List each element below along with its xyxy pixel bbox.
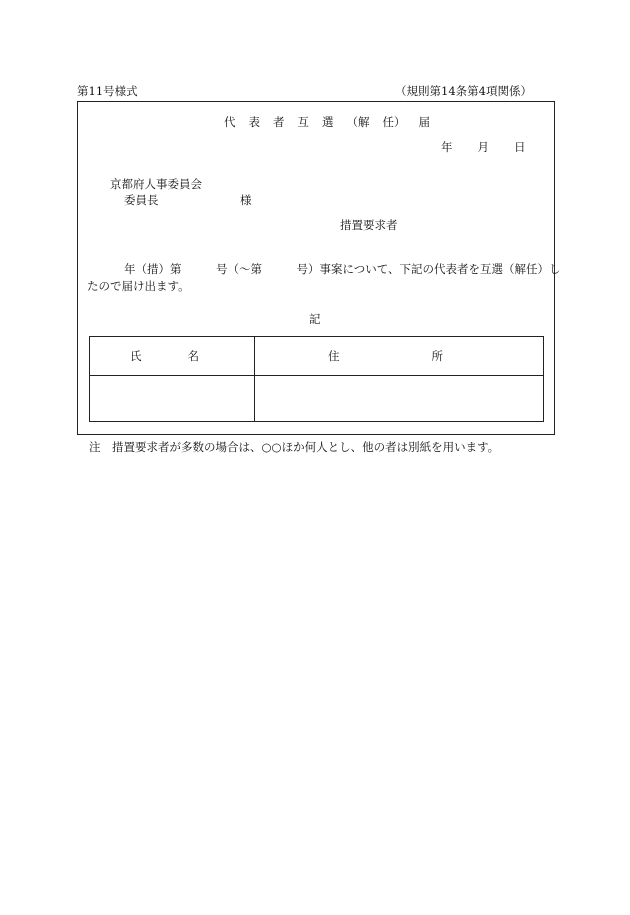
title-char: 互 [297, 115, 309, 129]
title-char: 表 [248, 115, 260, 129]
form-number: 第11号様式 [77, 84, 138, 98]
table-row-divider [90, 375, 543, 376]
rule-reference: （規則第14条第4項関係） [395, 84, 532, 98]
title-char: 代 [224, 115, 236, 129]
requester-label: 措置要求者 [340, 218, 398, 232]
table-header-name: 氏 名 [130, 349, 199, 363]
date-year-label: 年 [441, 140, 453, 154]
title-char: 届 [418, 115, 430, 129]
addressee-title: 委員長 [124, 193, 159, 207]
body-text-line-2: たので届け出ます。 [87, 279, 190, 293]
table-header-address: 住 所 [328, 349, 443, 363]
addressee-org: 京都府人事委員会 [110, 177, 202, 191]
ki-label: 記 [309, 312, 321, 326]
date-day-label: 日 [514, 140, 526, 154]
table-column-divider [254, 337, 255, 421]
title-char: （解 [346, 115, 370, 129]
date-month-label: 月 [477, 140, 489, 154]
title-char: 選 [322, 115, 334, 129]
title-char: 任） [382, 115, 406, 129]
footnote: 注 措置要求者が多数の場合は、○○ほか何人とし、他の者は別紙を用います。 [89, 440, 500, 454]
title-char: 者 [273, 115, 285, 129]
date-line [441, 142, 526, 154]
addressee-honorific: 様 [240, 193, 252, 207]
form-title [224, 117, 430, 129]
body-text-line-1: 年（措）第 号（～第 号）事案について、下記の代表者を互選（解任）し [124, 262, 561, 276]
